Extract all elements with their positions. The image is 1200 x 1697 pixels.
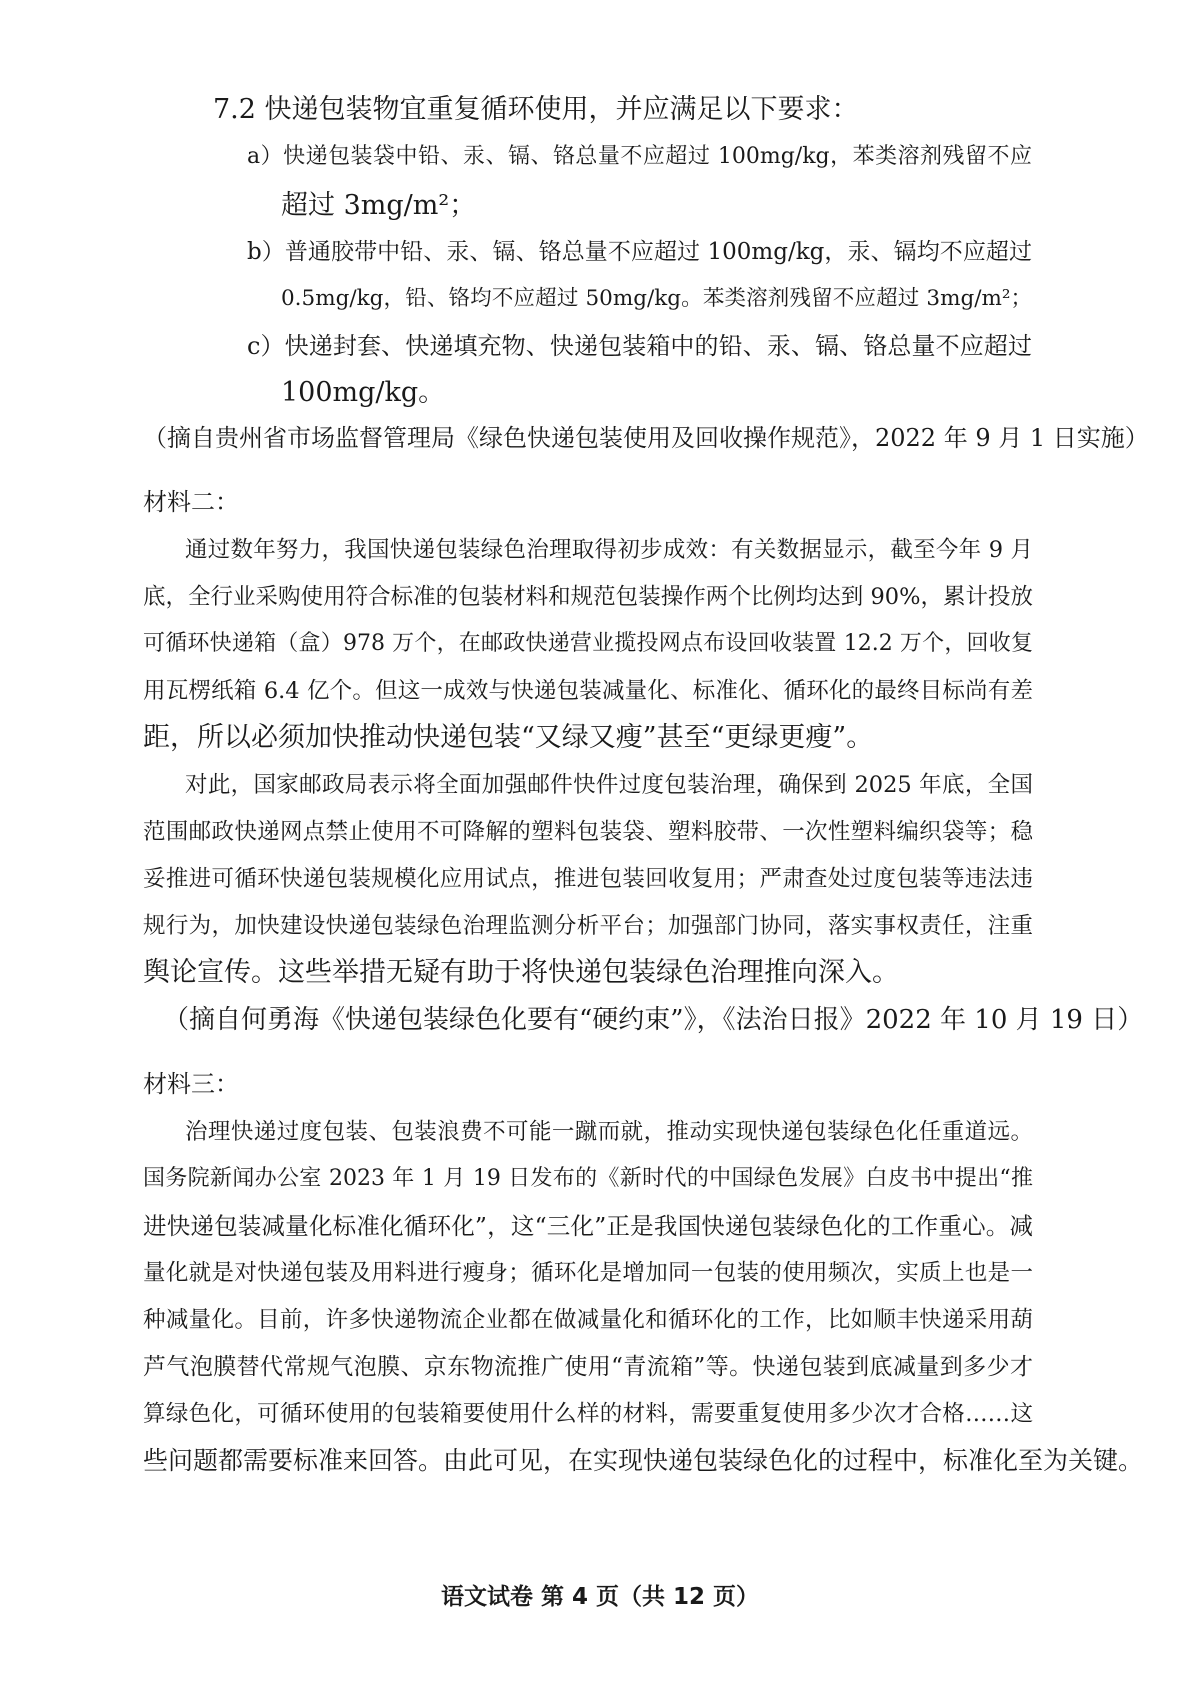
item-b-line1: b）普通胶带中铅、汞、镉、铬总量不应超过 100mg/kg，汞、镉均不应超过 <box>247 239 1032 265</box>
m3-p1-line4: 量化就是对快递包装及用料进行瘦身；循环化是增加同一包装的使用频次，实质上也是一 <box>143 1260 1033 1286</box>
source-citation-1: （摘自贵州省市场监督管理局《绿色快递包装使用及回收操作规范》，2022 年 9 月 1 日实施） <box>143 424 1149 452</box>
m2-p2-line4: 规行为，加快建设快递包装绿色治理监测分析平台；加强部门协同，落实事权责任，注重 <box>143 913 1033 939</box>
page-footer: 语文试卷 第 4 页（共 12 页） <box>440 1584 760 1610</box>
item-b-line2: 0.5mg/kg，铅、铬均不应超过 50mg/kg。苯类溶剂残留不应超过 3mg/m²； <box>281 286 1032 311</box>
m3-p1-line5: 种减量化。目前，许多快递物流企业都在做减量化和循环化的工作，比如顺丰快递采用葫 <box>143 1307 1033 1333</box>
m3-p1-line1: 治理快递过度包装、包装浪费不可能一蹴而就，推动实现快递包装绿色化任重道远。 <box>185 1119 1033 1145</box>
m2-p1-line5: 距，所以必须加快推动快递包装“又绿又瘦”甚至“更绿更瘦”。 <box>143 722 874 753</box>
m3-p1-line7: 算绿色化，可循环使用的包装箱要使用什么样的材料，需要重复使用多少次才合格……这 <box>143 1401 1033 1427</box>
material-2-heading: 材料二： <box>143 488 239 516</box>
item-a-line2: 超过 3mg/m²； <box>281 190 477 221</box>
m2-p2-line2: 范围邮政快递网点禁止使用不可降解的塑料包装袋、塑料胶带、一次性塑料编织袋等；稳 <box>143 819 1033 845</box>
item-c-line2: 100mg/kg。 <box>281 377 446 408</box>
m2-p1-line1: 通过数年努力，我国快递包装绿色治理取得初步成效：有关数据显示，截至今年 9 月 <box>185 537 1033 563</box>
material-3-heading: 材料三： <box>143 1070 239 1098</box>
item-a-line1: a）快递包装袋中铅、汞、镉、铬总量不应超过 100mg/kg，苯类溶剂残留不应 <box>247 144 1032 169</box>
m2-p1-line3: 可循环快递箱（盒）978 万个，在邮政快递营业揽投网点布设回收装置 12.2 万个，回收复 <box>143 631 1033 656</box>
section-intro: 7.2 快递包装物宜重复循环使用，并应满足以下要求： <box>213 94 859 125</box>
m2-p2-line3: 妥推进可循环快递包装规模化应用试点，推进包装回收复用；严肃查处过度包装等违法违 <box>143 866 1033 892</box>
m2-p2-line1: 对此，国家邮政局表示将全面加强邮件快件过度包装治理，确保到 2025 年底，全国 <box>185 772 1033 798</box>
item-c-line1: c）快递封套、快递填充物、快递包装箱中的铅、汞、镉、铬总量不应超过 <box>247 332 1032 360</box>
m3-p1-line8: 些问题都需要标准来回答。由此可见，在实现快递包装绿色化的过程中，标准化至为关键。 <box>143 1446 1144 1475</box>
m3-p1-line3: 进快递包装减量化标准化循环化”，这“三化”正是我国快递包装绿色化的工作重心。减 <box>143 1212 1033 1240</box>
m2-p1-line4: 用瓦楞纸箱 6.4 亿个。但这一成效与快递包装减量化、标准化、循环化的最终目标尚有差 <box>143 678 1033 704</box>
m3-p1-line6: 芦气泡膜替代常规气泡膜、京东物流推广使用“青流箱”等。快递包装到底减量到多少才 <box>143 1354 1033 1380</box>
m3-p1-line2: 国务院新闻办公室 2023 年 1 月 19 日发布的《新时代的中国绿色发展》白皮书中提出“推 <box>143 1166 1033 1191</box>
source-citation-2: （摘自何勇海《快递包装绿色化要有“硬约束”》，《法治日报》2022 年 10 月 19 日） <box>163 1005 1144 1035</box>
m2-p1-line2: 底，全行业采购使用符合标准的包装材料和规范包装操作两个比例均达到 90%，累计投放 <box>143 584 1033 610</box>
m2-p2-line5: 舆论宣传。这些举措无疑有助于将快递包装绿色治理推向深入。 <box>143 957 899 988</box>
